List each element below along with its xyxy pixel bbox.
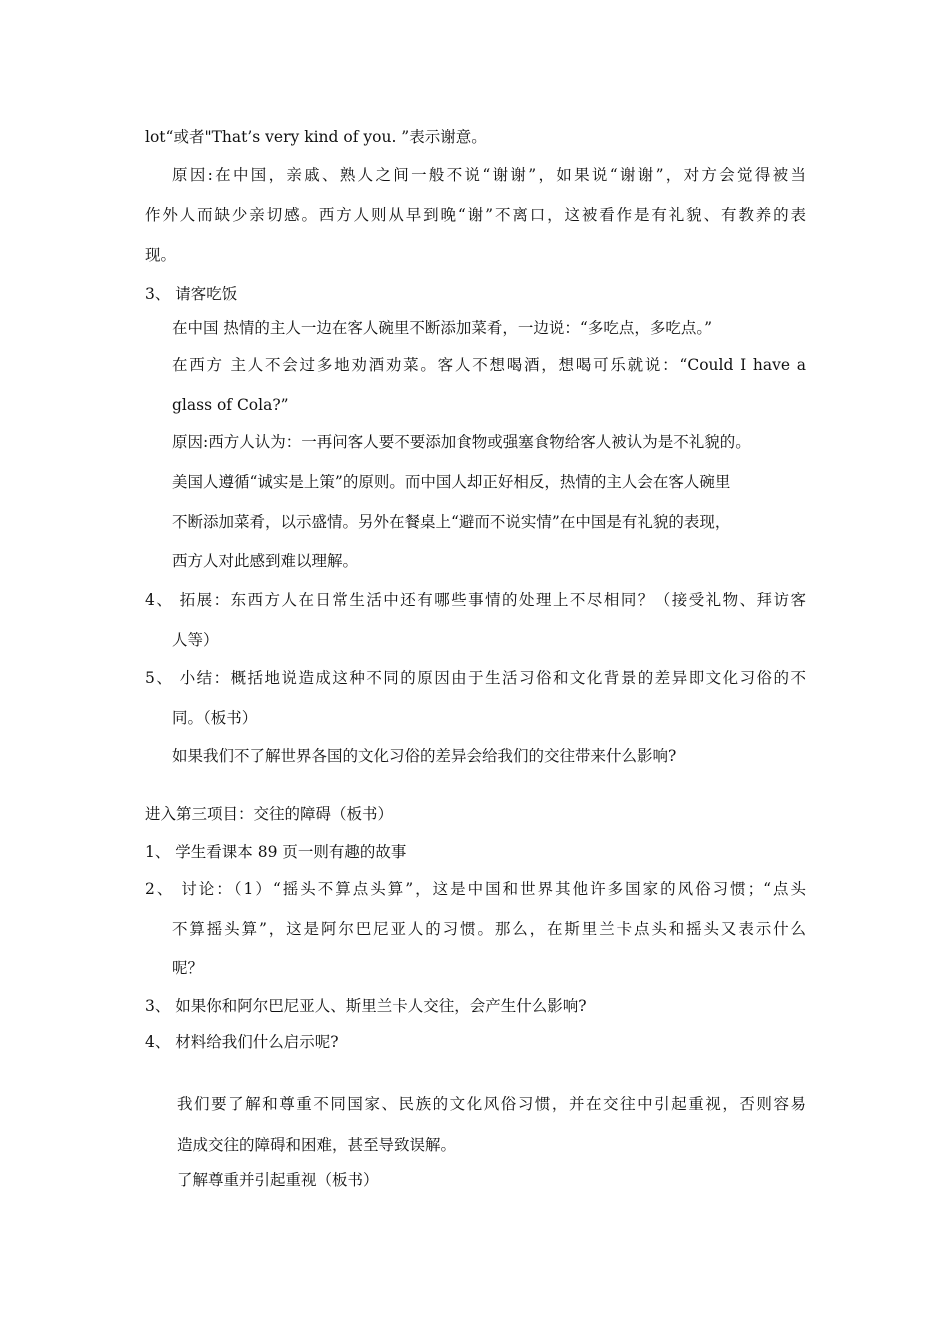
list-item-3: 3、 如果你和阿尔巴尼亚人、斯里兰卡人交往，会产生什么影响? [145,997,587,1015]
text-line-7: 在西方 主人不会过多地劝酒劝菜。客人不想喝酒，想喝可乐就说：“Could I have a [172,356,806,374]
list-item-1: 1、 学生看课本 89 页一则有趣的故事 [145,843,407,861]
text-line-1: lot“或者"That’s very kind of you. ”表示谢意。 [145,128,487,146]
text-line-26: 造成交往的障碍和困难，甚至导致误解。 [177,1136,457,1154]
text-line-8: glass of Cola?” [172,396,289,414]
list-item-4b: 4、 材料给我们什么启示呢? [145,1033,339,1051]
text-line-10: 美国人遵循“诚实是上策”的原则。而中国人却正好相反，热情的主人会在客人碗里 [172,473,731,491]
list-item-4: 4、 拓展：东西方人在日常生活中还有哪些事情的处理上不尽相同？（接受礼物、拜访客 [145,591,806,609]
text-line-14: 人等） [172,631,219,649]
list-item-2: 2、 讨论：（1）“摇头不算点头算”，这是中国和世界其他许多国家的风俗习惯；“点头 [145,880,806,898]
text-line-9: 原因:西方人认为：一再问客人要不要添加食物或强塞食物给客人被认为是不礼貌的。 [172,433,751,451]
text-line-25: 我们要了解和尊重不同国家、民族的文化风俗习惯，并在交往中引起重视，否则容易 [177,1095,806,1113]
text-line-4: 现。 [145,246,177,264]
text-line-3: 作外人而缺少亲切感。西方人则从早到晚“谢”不离口，这被看作是有礼貌、有教养的表 [145,206,806,224]
section-heading: 进入第三项目：交往的障碍（板书） [145,805,394,823]
text-line-17: 如果我们不了解世界各国的文化习俗的差异会给我们的交往带来什么影响? [172,747,677,765]
text-line-2: 原因:在中国，亲戚、熟人之间一般不说“谢谢”，如果说“谢谢”，对方会觉得被当 [172,166,806,184]
text-line-22: 呢？ [172,959,204,977]
text-line-6: 在中国 热情的主人一边在客人碗里不断添加菜肴，一边说：“多吃点，多吃点。” [172,319,713,337]
text-line-21: 不算摇头算”，这是阿尔巴尼亚人的习惯。那么，在斯里兰卡点头和摇头又表示什么 [172,920,806,938]
text-line-16: 同。（板书） [172,709,258,727]
list-item-3-heading: 3、 请客吃饭 [145,285,238,303]
text-line-11: 不断添加菜肴，以示盛情。另外在餐桌上“避而不说实情”在中国是有礼貌的表现， [172,513,731,531]
list-item-5: 5、 小结：概括地说造成这种不同的原因由于生活习俗和文化背景的差异即文化习俗的不 [145,669,806,687]
text-line-12: 西方人对此感到难以理解。 [172,552,359,570]
text-line-27: 了解尊重并引起重视（板书） [177,1171,379,1189]
